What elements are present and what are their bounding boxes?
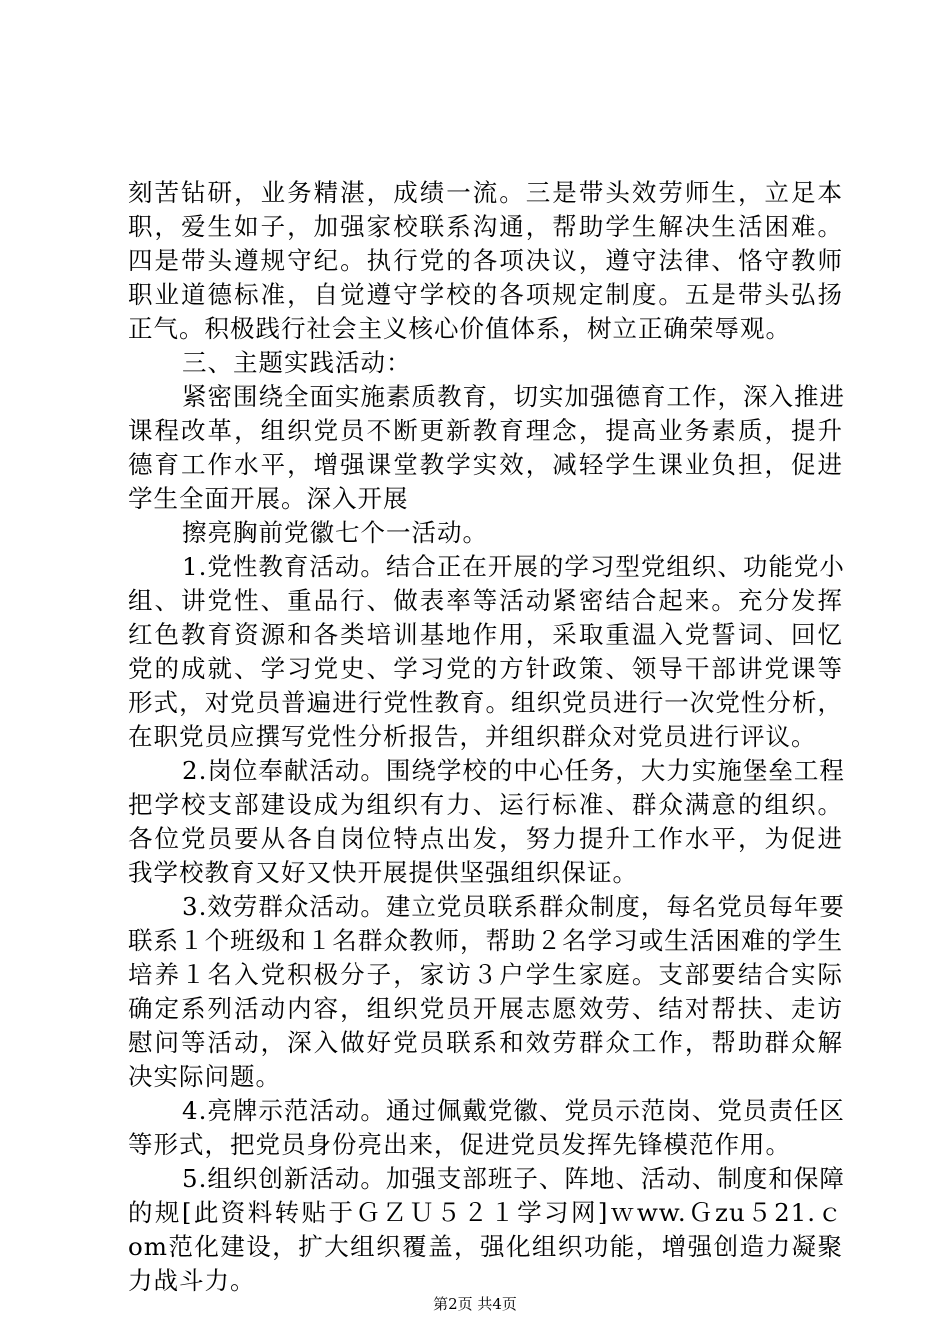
text-line: 形式，对党员普遍进行党性教育。组织党员进行一次党性分析， — [128, 688, 843, 717]
text-line: 的规[此资料转贴于ＧＺＵ５２１学习网]ｗww.Ｇzu５21.ｃ — [128, 1198, 843, 1227]
text-line: 慰问等活动，深入做好党员联系和效劳群众工作，帮助群众解 — [128, 1028, 843, 1057]
text-line: 各位党员要从各自岗位特点出发，努力提升工作水平，为促进 — [128, 824, 843, 853]
text-line: 党的成就、学习党史、学习党的方针政策、领导干部讲党课等 — [128, 654, 843, 683]
text-line: 组、讲党性、重品行、做表率等活动紧密结合起来。充分发挥 — [128, 586, 843, 615]
text-line: 擦亮胸前党徽七个一活动。 — [182, 518, 488, 547]
text-line: 培养１名入党积极分子，家访３户学生家庭。支部要结合实际 — [128, 960, 843, 989]
text-line: 职，爱生如子，加强家校联系沟通，帮助学生解决生活困难。 — [128, 212, 843, 241]
text-line: 红色教育资源和各类培训基地作用，采取重温入党誓词、回忆 — [128, 620, 843, 649]
text-line: 力战斗力。 — [128, 1266, 256, 1295]
text-line: 课程改革，组织党员不断更新教育理念，提高业务素质，提升 — [128, 416, 843, 445]
text-line: 刻苦钻研，业务精湛，成绩一流。三是带头效劳师生，立足本 — [128, 178, 843, 207]
document-body — [128, 176, 843, 1298]
text-line: 职业道德标准，自觉遵守学校的各项规定制度。五是带头弘扬 — [128, 280, 843, 309]
text-line: 3.效劳群众活动。建立党员联系群众制度，每名党员每年要 — [182, 892, 845, 921]
text-line: 学生全面开展。深入开展 — [128, 484, 409, 513]
text-line: 把学校支部建设成为组织有力、运行标准、群众满意的组织。 — [128, 790, 843, 819]
text-line: 我学校教育又好又快开展提供坚强组织保证。 — [128, 858, 638, 887]
text-line: 决实际问题。 — [128, 1062, 281, 1091]
text-line: 5.组织创新活动。加强支部班子、阵地、活动、制度和保障 — [182, 1164, 845, 1193]
text-line: 4.亮牌示范活动。通过佩戴党徽、党员示范岗、党员责任区 — [182, 1096, 845, 1125]
text-line: 紧密围绕全面实施素质教育，切实加强德育工作，深入推进 — [182, 382, 845, 411]
text-line: 2.岗位奉献活动。围绕学校的中心任务，大力实施堡垒工程 — [182, 756, 845, 785]
text-line: 1.党性教育活动。结合正在开展的学习型党组织、功能党小 — [182, 552, 845, 581]
page-number-footer: 第2页 共4页 — [433, 1295, 517, 1313]
text-line: 四是带头遵规守纪。执行党的各项决议，遵守法律、恪守教师 — [128, 246, 843, 275]
text-line: 确定系列活动内容，组织党员开展志愿效劳、结对帮扶、走访 — [128, 994, 843, 1023]
text-line: 德育工作水平，增强课堂教学实效，减轻学生课业负担，促进 — [128, 450, 843, 479]
text-line: 在职党员应撰写党性分析报告，并组织群众对党员进行评议。 — [128, 722, 817, 751]
text-line: om范化建设，扩大组织覆盖，强化组织功能，增强创造力凝聚 — [128, 1232, 843, 1261]
text-line: 联系１个班级和１名群众教师，帮助２名学习或生活困难的学生 — [128, 926, 843, 955]
text-line: 正气。积极践行社会主义核心价值体系，树立正确荣辱观。 — [128, 314, 791, 343]
text-line: 等形式，把党员身份亮出来，促进党员发挥先锋模范作用。 — [128, 1130, 791, 1159]
section-heading: 三、主题实践活动： — [182, 348, 412, 377]
